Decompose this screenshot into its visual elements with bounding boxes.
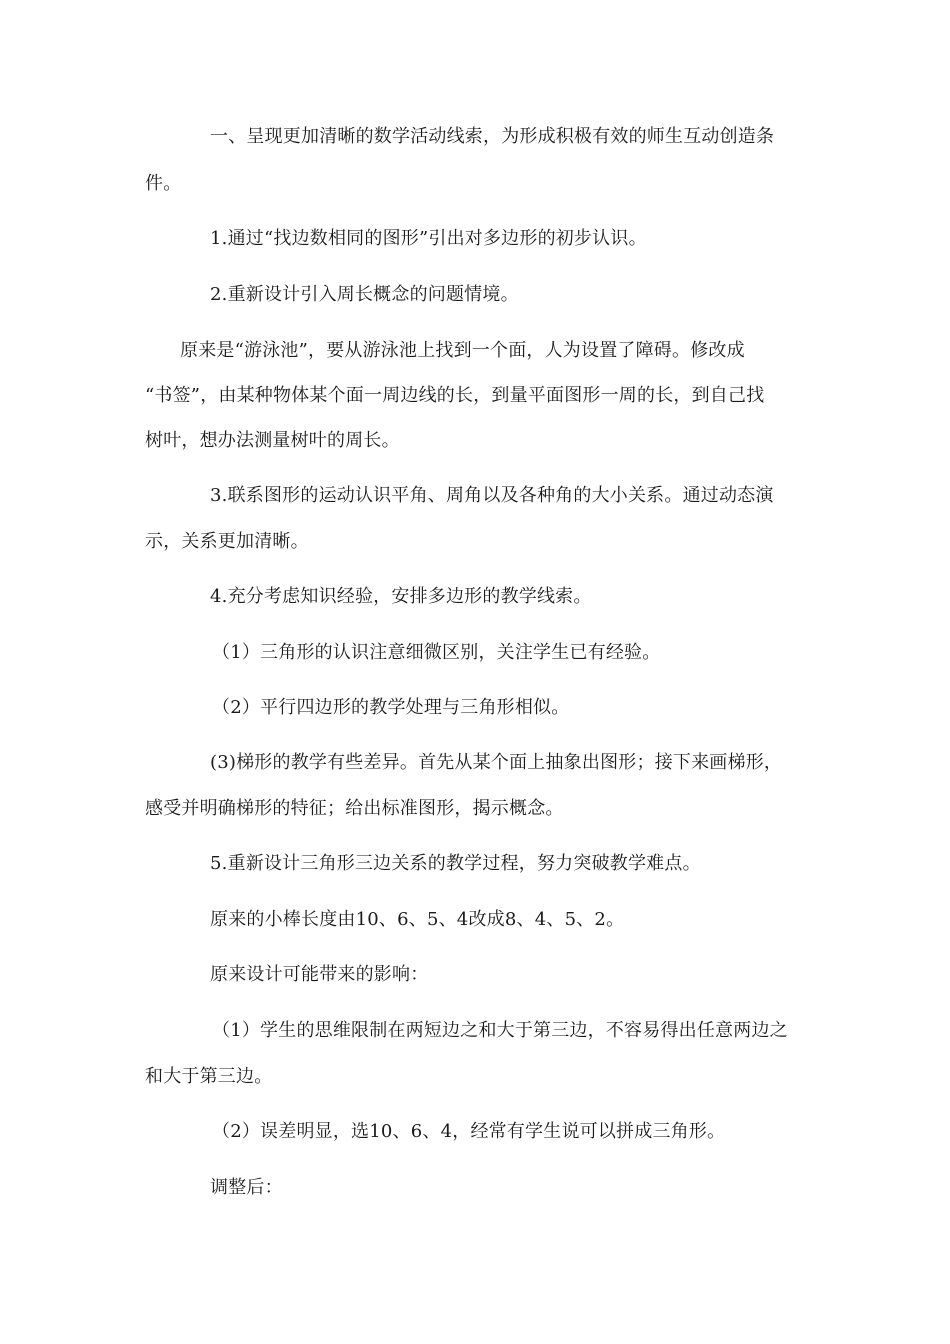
- paragraph-line: （1）学生的思维限制在两短边之和大于第三边，不容易得出任意两边之: [212, 1020, 788, 1041]
- paragraph-line: （2）平行四边形的教学处理与三角形相似。: [212, 697, 570, 718]
- paragraph-line: 原来的小棒长度由10、6、5、4改成8、4、5、2。: [210, 909, 625, 930]
- paragraph-line: 3.联系图形的运动认识平角、周角以及各种角的大小关系。通过动态演: [210, 485, 774, 506]
- paragraph-line: 调整后：: [210, 1177, 283, 1198]
- paragraph-line: （1）三角形的认识注意细微区别，关注学生已有经验。: [212, 642, 661, 663]
- paragraph-line: 4.充分考虑知识经验，安排多边形的教学线索。: [210, 586, 592, 607]
- paragraph-line: 示，关系更加清晰。: [145, 531, 309, 552]
- paragraph-line: 和大于第三边。: [145, 1066, 273, 1087]
- paragraph-line: 树叶，想办法测量树叶的周长。: [145, 430, 400, 451]
- paragraph-line: （2）误差明显，选10、6、4，经常有学生说可以拼成三角形。: [212, 1121, 726, 1142]
- paragraph-line: 5.重新设计三角形三边关系的教学过程，努力突破教学难点。: [210, 853, 701, 874]
- paragraph-line: 2.重新设计引入周长概念的问题情境。: [210, 284, 519, 305]
- paragraph-line: 1.通过“找边数相同的图形”引出对多边形的初步认识。: [210, 228, 647, 249]
- paragraph-line: (3)梯形的教学有些差异。首先从某个面上抽象出图形；接下来画梯形，: [210, 752, 783, 773]
- paragraph-line: 原来设计可能带来的影响：: [210, 964, 429, 985]
- paragraph-line: 一、呈现更加清晰的数学活动线索，为形成积极有效的师生互动创造条: [210, 126, 775, 147]
- paragraph-line: 原来是“游泳池”，要从游泳池上找到一个面，人为设置了障碍。修改成: [180, 340, 745, 361]
- paragraph-line: 感受并明确梯形的特征；给出标准图形，揭示概念。: [145, 798, 564, 819]
- paragraph-line: “书签”，由某种物体某个面一周边线的长，到量平面图形一周的长，到自己找: [145, 385, 765, 406]
- paragraph-line: 件。: [145, 173, 182, 194]
